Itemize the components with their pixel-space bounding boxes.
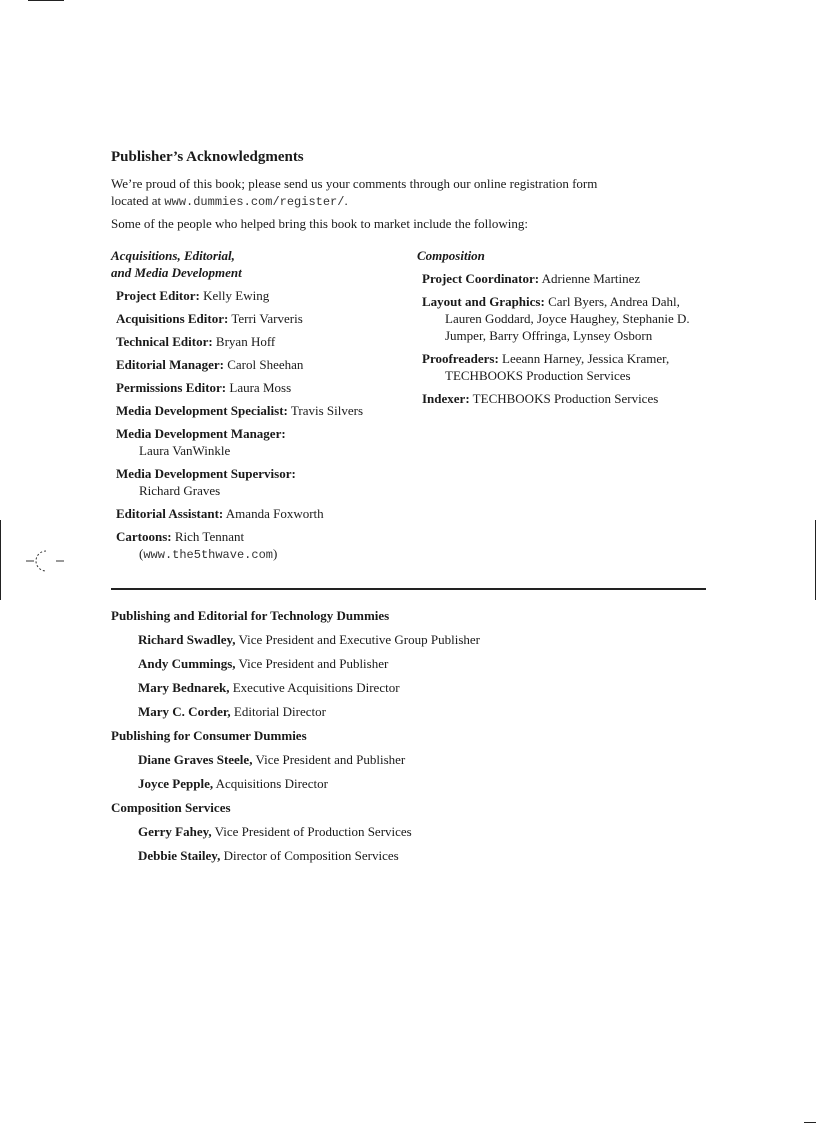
crop-mark-left	[0, 520, 1, 600]
staff-person: Mary Bednarek, Executive Acquisitions Director	[138, 680, 400, 695]
intro-line-2-prefix: located at	[111, 193, 165, 208]
staff-person: Joyce Pepple, Acquisitions Director	[138, 776, 328, 791]
credit-entry: Layout and Graphics: Carl Byers, Andrea Dahl, Lauren Goddard, Joyce Haughey, Stephanie D. Jumper, Barry Offringa, Lynsey Osborn	[422, 294, 690, 343]
left-column-heading: Acquisitions, Editorial, and Media Development	[111, 248, 242, 280]
staff-person: Mary C. Corder, Editorial Director	[138, 704, 326, 719]
right-column-heading: Composition	[417, 248, 485, 263]
registration-mark-icon	[26, 546, 66, 576]
credit-entry: Permissions Editor: Laura Moss	[116, 380, 292, 395]
intro-line-3: Some of the people who helped bring this book to market include the following:	[111, 216, 529, 231]
intro-paragraph	[111, 175, 711, 211]
credits-left-column	[111, 247, 411, 570]
staff-person: Richard Swadley, Vice President and Executive Group Publisher	[138, 632, 480, 647]
staff-group-title: Composition Services	[111, 800, 231, 815]
credits-right-column	[417, 247, 717, 413]
credit-entry: Project Editor: Kelly Ewing	[116, 288, 270, 303]
intro-line-1: We’re proud of this book; please send us your comments through our online registration form	[111, 176, 598, 191]
credit-entry: Indexer: TECHBOOKS Production Services	[422, 391, 659, 406]
staff-person: Andy Cummings, Vice President and Publisher	[138, 656, 389, 671]
staff-group-title: Publishing and Editorial for Technology Dummies	[111, 608, 390, 623]
credit-entry: Proofreaders: Leeann Harney, Jessica Kramer, TECHBOOKS Production Services	[422, 351, 670, 383]
page-title: Publisher’s Acknowledgments	[111, 149, 304, 165]
cartoons-link[interactable]: www.the5thwave.com	[143, 548, 273, 562]
credit-entry: Project Coordinator: Adrienne Martinez	[422, 271, 641, 286]
section-divider	[111, 588, 706, 590]
credit-entry-cartoons: Cartoons: Rich Tennant (www.the5thwave.com)	[116, 529, 278, 562]
staff-person: Diane Graves Steele, Vice President and Publisher	[138, 752, 406, 767]
credit-entry: Acquisitions Editor: Terri Varveris	[116, 311, 303, 326]
crop-mark-top	[28, 0, 64, 1]
staff-group-title: Publishing for Consumer Dummies	[111, 728, 307, 743]
staff-person: Gerry Fahey, Vice President of Production Services	[138, 824, 412, 839]
credit-entry: Editorial Assistant: Amanda Foxworth	[116, 506, 324, 521]
credit-entry: Editorial Manager: Carol Sheehan	[116, 357, 304, 372]
staff-person: Debbie Stailey, Director of Composition Services	[138, 848, 399, 863]
intro-line-2-suffix: .	[344, 193, 348, 208]
credit-entry: Media Development Specialist: Travis Silvers	[116, 403, 364, 418]
registration-link[interactable]: www.dummies.com/register/	[164, 195, 345, 209]
credit-entry: Technical Editor: Bryan Hoff	[116, 334, 276, 349]
credit-entry: Media Development Supervisor: Richard Graves	[116, 466, 296, 498]
staff-list	[111, 607, 711, 871]
credit-entry: Media Development Manager: Laura VanWinkle	[116, 426, 286, 458]
